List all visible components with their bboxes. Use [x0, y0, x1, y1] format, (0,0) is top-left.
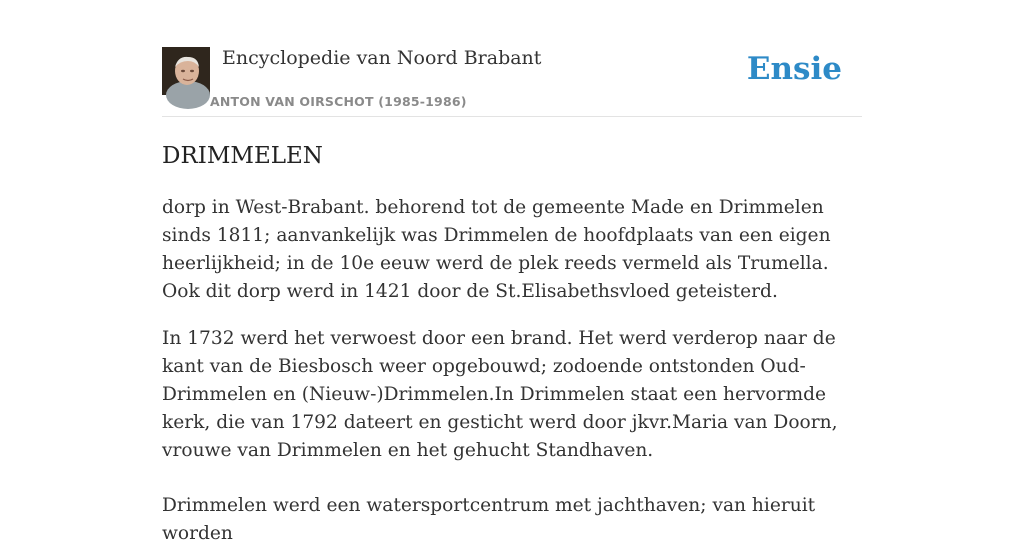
- entry-paragraph-1: dorp in West-Brabant. behorend tot de gemeente Made en Drimmelen sinds 1811; aanvankelijk was Drimmelen de hoofdplaats van een eigen heerlijkheid; in de 10e eeuw werd de plek reeds vermeld als Trumella. Ook dit dorp werd in 1421 door de St.Elisabethsvloed geteisterd.: [162, 197, 831, 302]
- author-name[interactable]: ANTON VAN OIRSCHOT (1985-1986): [210, 94, 467, 109]
- entry-header: [162, 0, 862, 117]
- entry-title: DRIMMELEN: [162, 143, 323, 169]
- author-avatar[interactable]: [162, 47, 210, 95]
- entry-paragraph-3: Drimmelen werd een watersportcentrum met jachthaven; van hieruit worden: [162, 495, 816, 544]
- ensie-logo[interactable]: Ensie: [746, 51, 842, 87]
- author-portrait-icon: [162, 47, 210, 95]
- book-title[interactable]: Encyclopedie van Noord Brabant: [222, 47, 542, 69]
- entry-paragraph-2: In 1732 werd het verwoest door een brand. Het werd verderop naar de kant van de Biesbosch weer opgebouwd; zodoende ontstonden Oud-Drimmelen en (Nieuw-)Drimmelen.In Drimmelen staat een hervormde kerk, die van 1792 dateert en gesticht werd door jkvr.Maria van Doorn, vrouwe van Drimmelen en het gehucht Standhaven.: [162, 328, 838, 461]
- page-content: [162, 0, 862, 548]
